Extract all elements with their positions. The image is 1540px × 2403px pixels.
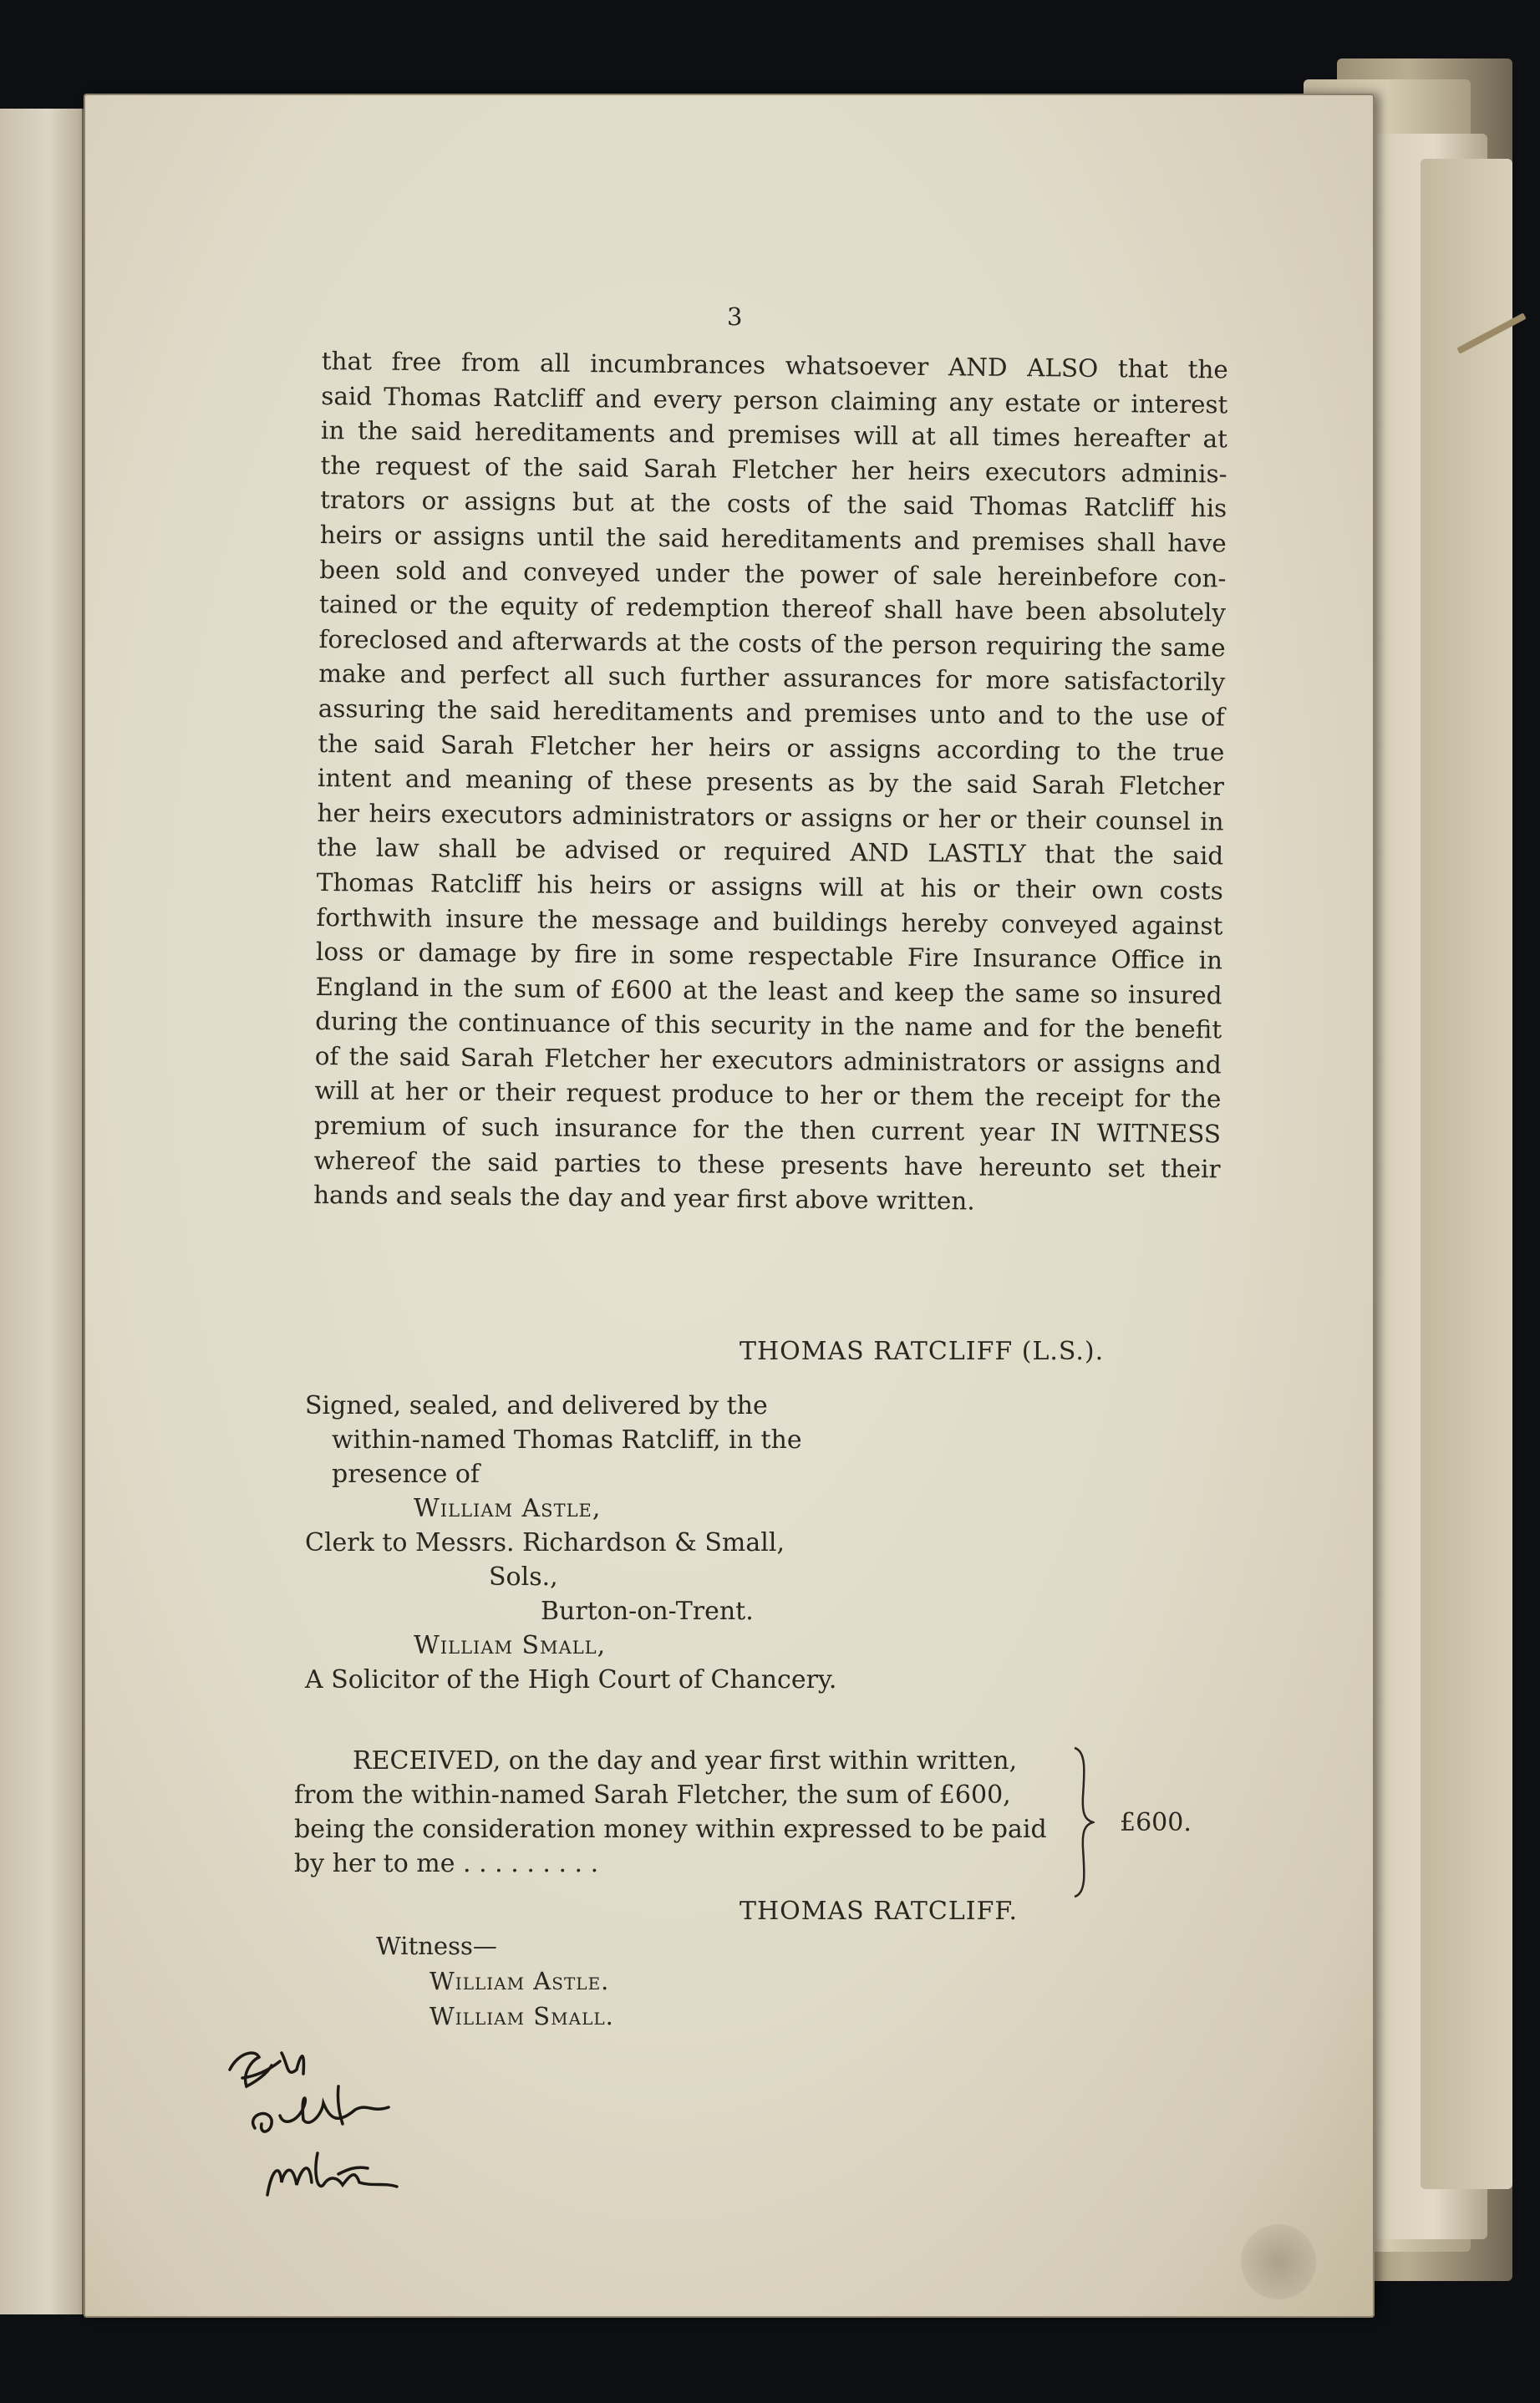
deed-line: that free from all incumbrances whatsoever AND ALSO that the [321, 346, 1228, 384]
witness-role: A Solicitor of the High Court of Chancery. [305, 1665, 837, 1694]
deed-line: forthwith insure the message and buildings hereby conveyed against [316, 902, 1223, 940]
deed-line: her heirs executors administrators or assigns or her or their counsel in [317, 798, 1224, 836]
witness-role: Clerk to Messrs. Richardson & Small, [305, 1528, 785, 1557]
witness-name: William Small. [429, 2002, 614, 2030]
deed-line: Thomas Ratcliff his heirs or assigns will at his or their own costs [316, 867, 1223, 906]
witness-heading: Witness— [376, 1932, 497, 1960]
witness-name: William Astle, [414, 1494, 602, 1523]
deed-line: the request of the said Sarah Fletcher her heirs executors adminis- [320, 450, 1227, 489]
page-number: 3 [727, 302, 743, 331]
receipt-line: from the within-named Sarah Fletcher, the sum of £600, [294, 1781, 1011, 1810]
deed-line: of the said Sarah Fletcher her executors administrators or assigns and [314, 1041, 1222, 1080]
deed-line: will at her or their request produce to her or them the receipt for the [314, 1076, 1222, 1114]
deed-line: the said Sarah Fletcher her heirs or assigns according to the true [318, 729, 1225, 766]
deed-line: tained or the equity of redemption thereof shall have been absolutely [318, 590, 1227, 627]
deed-line: assuring the said hereditaments and premises unto and to the use of [318, 693, 1225, 732]
receipt-line: RECEIVED, on the day and year first within written, [353, 1746, 1018, 1776]
witness-place: Burton-on-Trent. [541, 1597, 754, 1626]
deed-line: make and perfect all such further assurances for more satisfactorily [318, 659, 1226, 697]
deed-line: loss or damage by fire in some respectable Fire Insurance Office in [315, 937, 1223, 975]
signatory-name: THOMAS RATCLIFF (L.S.). [740, 1337, 1105, 1366]
receipt-amount: £600. [1120, 1808, 1192, 1837]
attestation-line: presence of [332, 1460, 480, 1489]
deed-line: hands and seals the day and year first above written. [313, 1181, 975, 1216]
deed-line: premium of such insurance for the then current year IN WITNESS [313, 1111, 1222, 1149]
deed-line: said Thomas Ratcliff and every person claiming any estate or interest [321, 381, 1228, 419]
paper-stain [1241, 2224, 1316, 2299]
attestation-clause [305, 1389, 836, 1697]
curly-brace-icon [1071, 1746, 1095, 1898]
deed-line: whereof the said parties to these presents have hereunto set their [313, 1146, 1221, 1184]
deed-line: heirs or assigns until the said hereditaments and premises shall have [319, 520, 1227, 558]
receipt-witness-block [376, 1928, 614, 2034]
witness-name: William Astle. [429, 1967, 610, 1995]
deed-line: England in the sum of £600 at the least and keep the same so insured [315, 972, 1222, 1010]
deed-line: foreclosed and afterwards at the costs of the person requiring the same [318, 624, 1226, 663]
deed-line: been sold and conveyed under the power of sale hereinbefore con- [319, 555, 1227, 592]
deed-line: the law shall be advised or required AND LASTLY that the said [317, 833, 1224, 871]
deed-body-text [313, 344, 1228, 1222]
attestation-line: within-named Thomas Ratcliff, in the [332, 1425, 802, 1455]
handwritten-annotation [221, 2036, 414, 2228]
deed-line: in the said hereditaments and premises will at all times hereafter at [320, 416, 1228, 454]
receipt-clause [294, 1744, 1080, 1881]
witness-name: William Small, [414, 1631, 607, 1660]
receipt-signatory: THOMAS RATCLIFF. [740, 1897, 1019, 1926]
deed-line: during the continuance of this security in the name and for the benefit [315, 1007, 1222, 1044]
left-page-edge [0, 109, 84, 2314]
attestation-line: Signed, sealed, and delivered by the [305, 1391, 768, 1420]
document-page [84, 94, 1375, 2318]
receipt-line: being the consideration money within expressed to be paid [294, 1815, 1047, 1844]
deed-line: intent and meaning of these presents as by the said Sarah Fletcher [317, 764, 1225, 801]
deed-line: trators or assigns but at the costs of the said Thomas Ratcliff his [320, 485, 1227, 523]
witness-role: Sols., [489, 1562, 558, 1592]
back-leaf [1421, 159, 1512, 2189]
receipt-line: by her to me . . . . . . . . . [294, 1849, 599, 1878]
